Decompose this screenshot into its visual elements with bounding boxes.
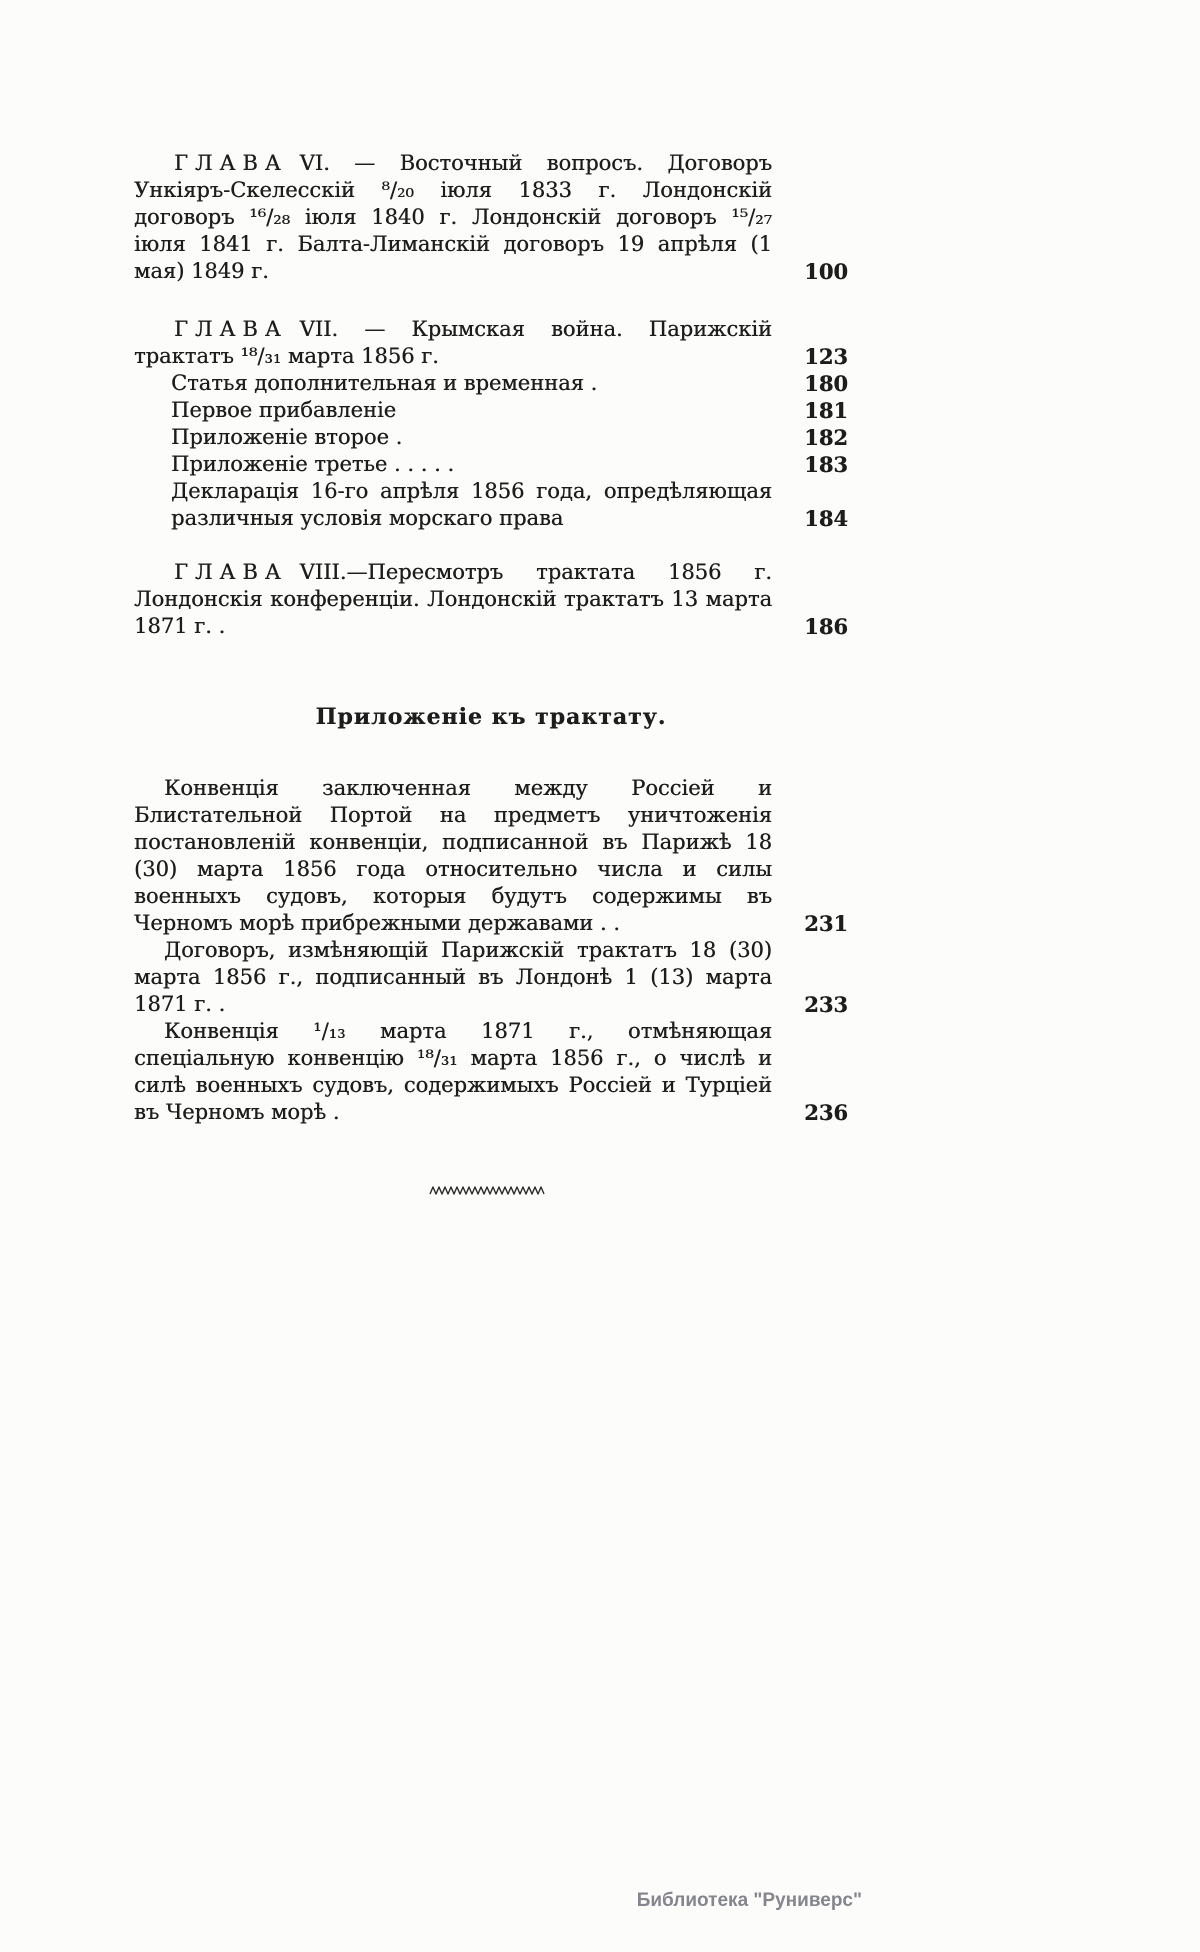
appendix-heading: Приложеніе къ трактату. <box>315 704 667 730</box>
page-number: 233 <box>804 992 848 1017</box>
table-of-contents <box>134 150 848 1201</box>
toc-subentry <box>134 478 848 532</box>
chapter-label: ГЛАВА <box>174 151 288 175</box>
toc-entry-text: Конвенція ¹/₁₃ марта 1871 г., отмѣняющая спеціальную конвенцію ¹⁸/₃₁ марта 1856 г., о числѣ и силѣ военныхъ судовъ, содержимыхъ Россіей и Турціей въ Черномъ морѣ . <box>134 1019 772 1124</box>
squiggle-divider-icon <box>428 1183 554 1197</box>
toc-entry-text <box>134 150 772 285</box>
page-number: 123 <box>804 344 848 369</box>
toc-entry-text <box>134 316 772 370</box>
page-number: 236 <box>804 1100 848 1125</box>
chapter-title: VIII.—Пересмотръ трактата 1856 г. Лондонскія конференціи. Лондонскій трактатъ 13 марта 1871 г. . <box>134 560 772 638</box>
page-number: 180 <box>804 371 848 396</box>
chapter-title: VII. — Крымская война. Парижскій трактатъ ¹⁸/₃₁ марта 1856 г. <box>134 317 772 368</box>
toc-entry-text: Статья дополнительная и временная . <box>171 371 598 395</box>
toc-entry-text <box>134 559 772 640</box>
toc-entry-text: Конвенція заключенная между Россіей и Блистательной Портой на предметъ уничтоженія постановленій конвенціи, подписанной въ Парижѣ 18 (30) марта 1856 года относительно числа и силы военныхъ судовъ, которыя будутъ содержимы въ Черномъ морѣ прибрежными державами . . <box>134 776 772 935</box>
toc-entry-text: Приложеніе второе . <box>171 425 403 449</box>
toc-entry-chapter-8 <box>134 559 848 640</box>
chapter-label: ГЛАВА <box>174 317 288 341</box>
toc-entry-text: Приложеніе третье . . . . . <box>171 452 455 476</box>
chapter-title: VI. — Восточный вопросъ. Договоръ Ункіяръ-Скелесскій ⁸/₂₀ іюля 1833 г. Лондонскій договоръ ¹⁶/₂₈ іюля 1840 г. Лондонскій договоръ ¹⁵/₂₇ іюля 1841 г. Балта-Лиманскій договоръ 19 апрѣля (1 мая) 1849 г. <box>134 151 772 283</box>
toc-entry-text: Декларація 16-го апрѣля 1856 года, опредѣляющая различныя условія морскаго права <box>171 479 772 530</box>
toc-entry-text: Первое прибавленіе <box>171 398 397 422</box>
page-number: 100 <box>804 259 848 284</box>
section-divider <box>134 1182 848 1201</box>
appendix-entry <box>134 937 848 1018</box>
toc-entry-text: Договоръ, измѣняющій Парижскій трактатъ 18 (30) марта 1856 г., подписанный въ Лондонѣ 1 (13) марта 1871 г. . <box>134 938 772 1016</box>
page-number: 181 <box>804 398 848 423</box>
toc-subentry <box>134 370 848 397</box>
chapter-label: ГЛАВА <box>174 560 288 584</box>
page-number: 183 <box>804 452 848 477</box>
toc-subentry <box>134 451 848 478</box>
appendix-entry <box>134 775 848 937</box>
toc-entry-chapter-6 <box>134 150 848 285</box>
toc-entry-chapter-7 <box>134 316 848 370</box>
appendix-entry <box>134 1018 848 1126</box>
page-number: 186 <box>804 614 848 639</box>
page-number: 231 <box>804 911 848 936</box>
library-watermark: Библиотека "Руниверс" <box>636 1890 862 1911</box>
toc-subentry <box>134 397 848 424</box>
page-number: 184 <box>804 506 848 531</box>
page-number: 182 <box>804 425 848 450</box>
toc-subentry <box>134 424 848 451</box>
